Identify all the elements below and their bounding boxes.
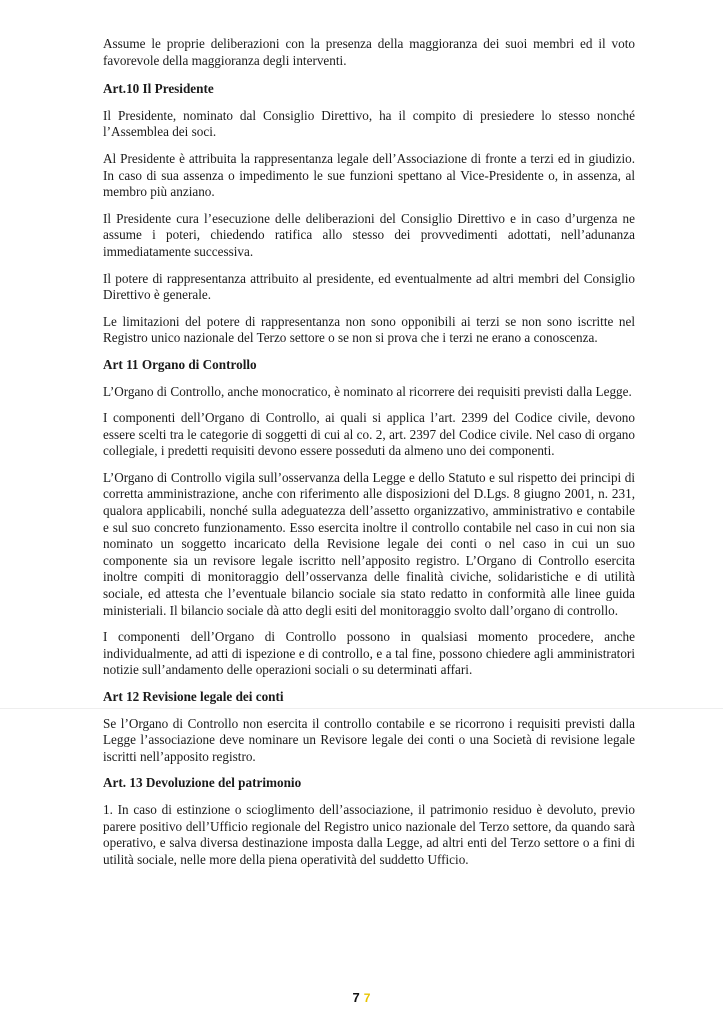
article-heading: Art. 13 Devoluzione del patrimonio [103, 775, 302, 791]
paragraph: Il potere di rappresentanza attribuito al presidente, ed eventualmente ad altri membri del Consiglio Direttivo è generale. [103, 270, 635, 303]
paragraph: I componenti dell’Organo di Controllo, ai quali si applica l’art. 2399 del Codice civile, devono essere scelti tra le categorie di soggetti di cui al co. 2, art. 2397 del Codice civile. Nel caso di organo collegiale, i predetti requisiti devono essere posseduti da almeno uno dei componenti. [103, 410, 635, 459]
page-footer [0, 990, 723, 1005]
paragraph: Il Presidente, nominato dal Consiglio Direttivo, ha il compito di presiedere lo stesso nonché l’Assemblea dei soci. [103, 107, 635, 140]
article-heading: Art.10 Il Presidente [103, 81, 214, 97]
paragraph: L’Organo di Controllo, anche monocratico, è nominato al ricorrere dei requisiti previsti dalla Legge. [103, 383, 632, 399]
paragraph: I componenti dell’Organo di Controllo possono in qualsiasi momento procedere, anche individualmente, ad atti di ispezione e di controllo, e a tal fine, possono chiedere agli amministratori notizie sull’andamento delle operazioni sociali o su determinati affari. [103, 629, 635, 678]
page-number-mark: 7 [363, 991, 371, 1005]
paragraph: Le limitazioni del potere di rappresentanza non sono opponibili ai terzi se non sono iscritte nel Registro unico nazionale del Terzo settore o se non si prova che i terzi ne erano a conoscenza. [103, 313, 635, 346]
article-heading: Art 12 Revisione legale dei conti [103, 689, 284, 704]
paragraph: Il Presidente cura l’esecuzione delle deliberazioni del Consiglio Direttivo e in caso d’urgenza ne assume i poteri, chiedendo ratifica allo stesso dei provvedimenti adottati, nell’adunanza immediatamente successiva. [103, 210, 635, 259]
paragraph: Assume le proprie deliberazioni con la presenza della maggioranza dei suoi membri ed il voto favorevole della maggioranza degli interventi. [103, 36, 635, 68]
paragraph: L’Organo di Controllo vigila sull’osservanza della Legge e dello Statuto e sul rispetto dei principi di corretta amministrazione, anche con riferimento alle disposizioni del D.Lgs. 8 giugno 2001, n. 231, qualora applicabili, nonché sulla adeguatezza dell’assetto organizzativo, amministrativo e contabile e sul suo concreto funzionamento. Esso esercita inoltre il controllo contabile nel caso in cui non sia nominato un soggetto incaricato della Revisione legale dei conti o nel caso in cui un suo componente sia un revisore legale iscritto nell’apposito registro. L’Organo di Controllo esercita inoltre compiti di monitoraggio dell’osservanza delle finalità civiche, solidaristiche e di utilità sociale, ed attesta che l’eventuale bilancio sociale sia stato redatto in conformità alle linee guida ministeriali. Il bilancio sociale dà atto degli esiti del monitoraggio svolto dall’organo di controllo. [103, 469, 635, 618]
paragraph: 1. In caso di estinzione o scioglimento dell’associazione, il patrimonio residuo è devoluto, previo parere positivo dell’Ufficio regionale del Registro unico nazionale del Terzo settore, da quando sarà operativo, e salva diversa destinazione imposta dalla Legge, ad altri enti del Terzo settore o a fini di utilità sociale, nelle more della piena operatività del suddetto Ufficio. [103, 801, 635, 867]
paragraph: Se l’Organo di Controllo non esercita il controllo contabile e se ricorrono i requisiti previsti dalla Legge l’associazione deve nominare un Revisore legale dei conti o una Società di revisione legale iscritti nell’apposito registro. [103, 715, 635, 764]
paragraph: Al Presidente è attribuita la rappresentanza legale dell’Associazione di fronte a terzi ed in giudizio. In caso di sua assenza o impedimento le sue funzioni spettano al Vice-Presidente o, in assenza, al membro più anziano. [103, 150, 635, 200]
page-number: 7 [352, 990, 360, 1005]
document-body [103, 36, 635, 878]
article-heading: Art 11 Organo di Controllo [103, 356, 257, 372]
